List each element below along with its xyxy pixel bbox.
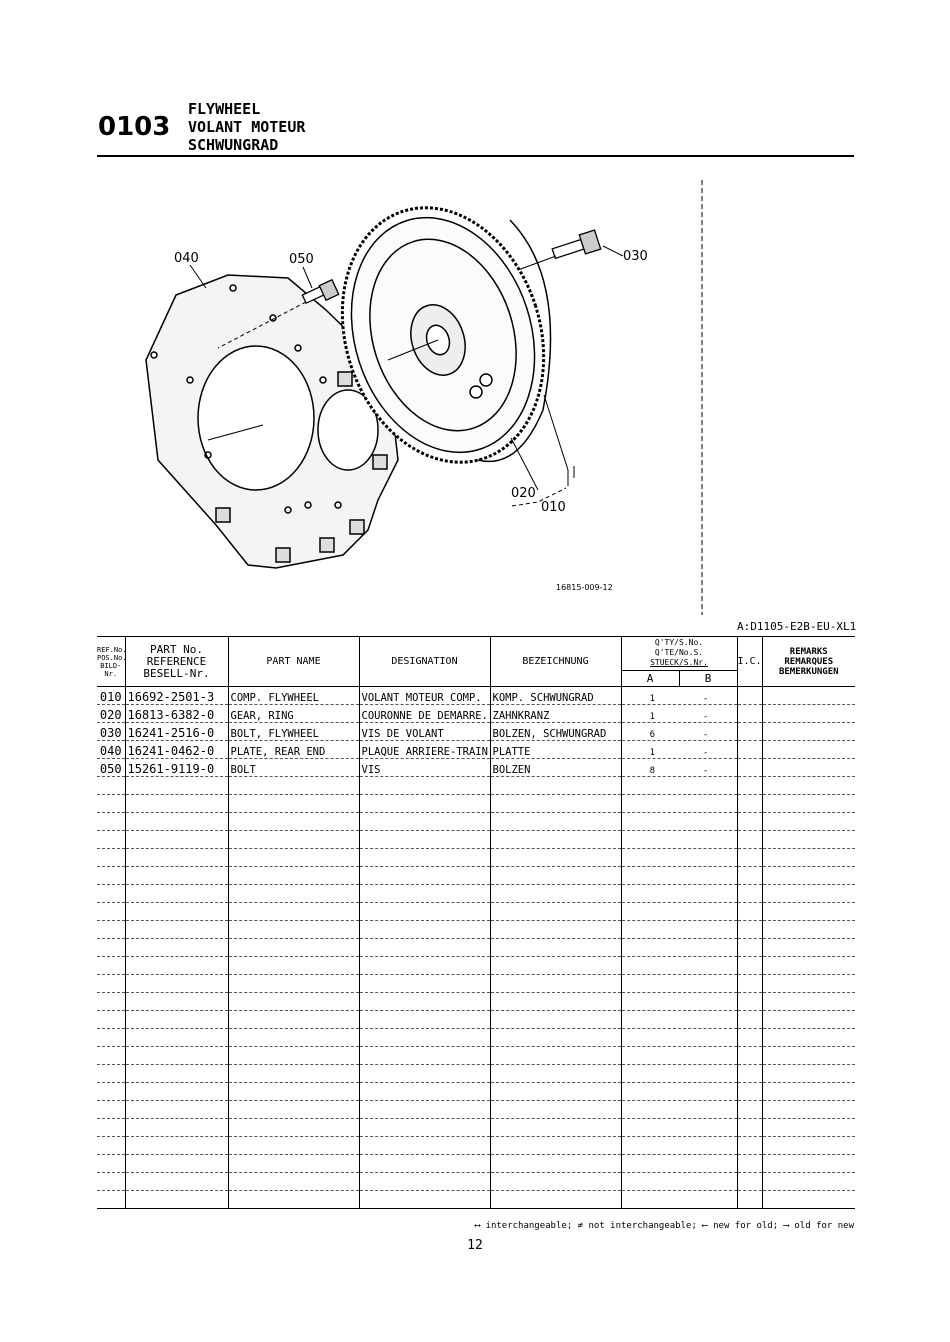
empty-cell xyxy=(762,849,855,867)
cell-bezeichnung: BOLZEN, SCHWUNGRAD xyxy=(490,723,621,741)
cell-bezeichnung: BOLZEN xyxy=(490,759,621,777)
empty-table-row xyxy=(97,957,855,975)
empty-cell xyxy=(125,1047,228,1065)
empty-cell xyxy=(737,795,762,813)
empty-cell xyxy=(737,921,762,939)
empty-cell xyxy=(359,813,490,831)
empty-cell xyxy=(125,957,228,975)
empty-cell xyxy=(359,1173,490,1191)
empty-cell xyxy=(228,1155,359,1173)
cell-qty: 1 - xyxy=(621,687,737,705)
empty-cell xyxy=(490,993,621,1011)
callout-020: 020 xyxy=(511,486,536,501)
empty-cell xyxy=(762,1083,855,1101)
empty-cell xyxy=(737,849,762,867)
empty-cell xyxy=(737,903,762,921)
empty-cell xyxy=(359,957,490,975)
header-part-name: PART NAME xyxy=(228,637,359,687)
empty-cell xyxy=(228,849,359,867)
cell-qty: 8 - xyxy=(621,759,737,777)
cell-qty: 6 - xyxy=(621,723,737,741)
empty-cell xyxy=(228,921,359,939)
empty-cell xyxy=(762,975,855,993)
table-row xyxy=(97,705,855,723)
empty-cell xyxy=(125,885,228,903)
empty-cell xyxy=(737,1083,762,1101)
empty-cell xyxy=(228,777,359,795)
cell-designation: PLAQUE ARRIERE-TRAIN xyxy=(359,741,490,759)
empty-cell xyxy=(228,867,359,885)
header-ref: REF.No. POS.No. BILD-Nr. xyxy=(97,645,127,678)
cell-ic xyxy=(737,687,762,705)
empty-cell xyxy=(490,1029,621,1047)
empty-cell xyxy=(228,1083,359,1101)
callout-050: 050 xyxy=(289,252,314,267)
empty-cell xyxy=(125,1029,228,1047)
empty-cell xyxy=(97,993,125,1011)
empty-cell xyxy=(97,777,125,795)
cell-remarks xyxy=(762,723,855,741)
empty-cell xyxy=(490,921,621,939)
empty-cell xyxy=(762,1191,855,1209)
empty-cell xyxy=(359,885,490,903)
empty-cell xyxy=(359,975,490,993)
drawing-number: 16815-009-12 xyxy=(556,583,613,592)
header-part-no: PART No. REFERENCE BESELL-Nr. xyxy=(125,637,228,687)
empty-cell xyxy=(621,1047,737,1065)
empty-cell xyxy=(762,1047,855,1065)
empty-cell xyxy=(359,993,490,1011)
empty-cell xyxy=(621,1191,737,1209)
section-number: 0103 xyxy=(98,112,171,142)
cell-part-no: 16813-6382-0 xyxy=(125,705,228,723)
empty-cell xyxy=(228,885,359,903)
empty-cell xyxy=(737,1155,762,1173)
empty-cell xyxy=(97,1191,125,1209)
empty-cell xyxy=(228,1101,359,1119)
empty-cell xyxy=(97,1047,125,1065)
empty-cell xyxy=(762,1155,855,1173)
title-rule xyxy=(97,155,854,157)
cell-ic xyxy=(737,705,762,723)
empty-cell xyxy=(621,867,737,885)
empty-table-row xyxy=(97,1101,855,1119)
empty-cell xyxy=(359,867,490,885)
callout-040: 040 xyxy=(174,251,199,266)
cell-part-name: BOLT, FLYWHEEL xyxy=(228,723,359,741)
empty-cell xyxy=(125,777,228,795)
cell-ref: 010 xyxy=(97,687,125,705)
empty-cell xyxy=(737,831,762,849)
empty-cell xyxy=(762,777,855,795)
empty-cell xyxy=(490,1083,621,1101)
cell-ic xyxy=(737,741,762,759)
header-qty-b: B xyxy=(704,672,712,685)
empty-cell xyxy=(228,813,359,831)
empty-cell xyxy=(737,777,762,795)
empty-cell xyxy=(762,795,855,813)
empty-cell xyxy=(762,1029,855,1047)
empty-table-row xyxy=(97,777,855,795)
bolt-050-drawing xyxy=(302,280,338,303)
empty-cell xyxy=(125,1065,228,1083)
empty-cell xyxy=(490,795,621,813)
empty-cell xyxy=(490,1119,621,1137)
bolt-030-drawing xyxy=(552,230,601,258)
empty-cell xyxy=(621,939,737,957)
empty-cell xyxy=(621,1083,737,1101)
empty-cell xyxy=(490,1155,621,1173)
empty-cell xyxy=(125,939,228,957)
empty-table-row xyxy=(97,1011,855,1029)
empty-cell xyxy=(97,849,125,867)
empty-cell xyxy=(762,903,855,921)
empty-cell xyxy=(490,903,621,921)
empty-cell xyxy=(490,1173,621,1191)
empty-cell xyxy=(359,903,490,921)
empty-table-row xyxy=(97,993,855,1011)
empty-cell xyxy=(621,831,737,849)
empty-cell xyxy=(97,813,125,831)
empty-cell xyxy=(621,849,737,867)
cell-part-name: GEAR, RING xyxy=(228,705,359,723)
empty-cell xyxy=(228,1191,359,1209)
empty-cell xyxy=(621,1101,737,1119)
empty-cell xyxy=(228,939,359,957)
empty-cell xyxy=(737,975,762,993)
empty-cell xyxy=(621,885,737,903)
header-ic: I.C. xyxy=(737,637,762,687)
empty-cell xyxy=(737,993,762,1011)
empty-cell xyxy=(737,939,762,957)
header-remarks: REMARKS REMARQUES BEMERKUNGEN xyxy=(762,637,855,687)
empty-table-row xyxy=(97,1119,855,1137)
empty-cell xyxy=(359,831,490,849)
empty-cell xyxy=(97,1029,125,1047)
empty-cell xyxy=(359,1101,490,1119)
empty-cell xyxy=(228,1011,359,1029)
table-row xyxy=(97,741,855,759)
empty-cell xyxy=(97,957,125,975)
empty-cell xyxy=(762,1065,855,1083)
empty-cell xyxy=(621,975,737,993)
empty-cell xyxy=(737,1173,762,1191)
empty-cell xyxy=(359,849,490,867)
empty-table-row xyxy=(97,813,855,831)
empty-cell xyxy=(97,1137,125,1155)
cell-part-name: PLATE, REAR END xyxy=(228,741,359,759)
empty-cell xyxy=(490,939,621,957)
empty-cell xyxy=(359,939,490,957)
empty-cell xyxy=(490,831,621,849)
empty-cell xyxy=(621,993,737,1011)
empty-cell xyxy=(125,1119,228,1137)
empty-cell xyxy=(762,1101,855,1119)
cell-remarks xyxy=(762,741,855,759)
empty-cell xyxy=(125,1083,228,1101)
cell-ref: 030 xyxy=(97,723,125,741)
empty-cell xyxy=(359,1119,490,1137)
empty-cell xyxy=(125,1173,228,1191)
empty-cell xyxy=(490,1101,621,1119)
empty-table-row xyxy=(97,1191,855,1209)
empty-cell xyxy=(125,813,228,831)
empty-cell xyxy=(762,939,855,957)
empty-cell xyxy=(359,777,490,795)
empty-cell xyxy=(228,1137,359,1155)
empty-cell xyxy=(490,1191,621,1209)
cell-bezeichnung: ZAHNKRANZ xyxy=(490,705,621,723)
empty-cell xyxy=(359,1155,490,1173)
empty-table-row xyxy=(97,1173,855,1191)
empty-cell xyxy=(359,921,490,939)
empty-cell xyxy=(490,813,621,831)
empty-cell xyxy=(97,1119,125,1137)
empty-cell xyxy=(737,957,762,975)
empty-cell xyxy=(228,1173,359,1191)
empty-cell xyxy=(228,1047,359,1065)
empty-cell xyxy=(125,1101,228,1119)
cell-part-no: 16241-2516-0 xyxy=(125,723,228,741)
empty-cell xyxy=(228,975,359,993)
empty-cell xyxy=(621,1029,737,1047)
parts-table-body xyxy=(97,687,855,1209)
empty-cell xyxy=(762,813,855,831)
empty-cell xyxy=(737,1101,762,1119)
empty-cell xyxy=(621,1119,737,1137)
empty-cell xyxy=(490,1137,621,1155)
empty-cell xyxy=(621,957,737,975)
cell-part-name: BOLT xyxy=(228,759,359,777)
empty-cell xyxy=(621,1065,737,1083)
empty-cell xyxy=(490,957,621,975)
empty-cell xyxy=(762,921,855,939)
cell-remarks xyxy=(762,759,855,777)
empty-cell xyxy=(125,1011,228,1029)
empty-cell xyxy=(125,867,228,885)
empty-cell xyxy=(97,795,125,813)
empty-cell xyxy=(762,867,855,885)
cell-ref: 050 xyxy=(97,759,125,777)
cell-part-no: 15261-9119-0 xyxy=(125,759,228,777)
empty-cell xyxy=(621,813,737,831)
empty-cell xyxy=(125,921,228,939)
empty-cell xyxy=(97,1101,125,1119)
cell-qty: 1 - xyxy=(621,705,737,723)
empty-cell xyxy=(621,1173,737,1191)
cell-designation: COURONNE DE DEMARRE. xyxy=(359,705,490,723)
empty-table-row xyxy=(97,975,855,993)
table-row xyxy=(97,687,855,705)
table-row xyxy=(97,759,855,777)
empty-cell xyxy=(97,1011,125,1029)
empty-cell xyxy=(97,1155,125,1173)
empty-cell xyxy=(490,1011,621,1029)
empty-cell xyxy=(490,849,621,867)
empty-cell xyxy=(737,1011,762,1029)
empty-cell xyxy=(228,1065,359,1083)
empty-cell xyxy=(621,921,737,939)
empty-cell xyxy=(737,885,762,903)
empty-cell xyxy=(125,849,228,867)
empty-table-row xyxy=(97,921,855,939)
empty-cell xyxy=(762,885,855,903)
callout-030: 030 xyxy=(623,249,648,264)
empty-cell xyxy=(490,867,621,885)
empty-table-row xyxy=(97,1047,855,1065)
section-titles xyxy=(188,100,305,154)
cell-remarks xyxy=(762,705,855,723)
empty-cell xyxy=(621,1155,737,1173)
empty-table-row xyxy=(97,795,855,813)
empty-cell xyxy=(97,975,125,993)
empty-cell xyxy=(762,1137,855,1155)
empty-cell xyxy=(97,1065,125,1083)
empty-cell xyxy=(737,813,762,831)
empty-cell xyxy=(621,1011,737,1029)
empty-cell xyxy=(97,867,125,885)
empty-cell xyxy=(490,885,621,903)
empty-cell xyxy=(125,1155,228,1173)
empty-cell xyxy=(490,777,621,795)
empty-cell xyxy=(125,993,228,1011)
empty-cell xyxy=(97,921,125,939)
cell-ref: 020 xyxy=(97,705,125,723)
title-french: VOLANT MOTEUR xyxy=(188,118,306,136)
empty-cell xyxy=(621,795,737,813)
interchangeability-legend: ⟷ interchangeable; ≠ not interchangeable; ⟵ new for old; ⟶ old for new xyxy=(474,1221,854,1231)
empty-table-row xyxy=(97,1137,855,1155)
empty-cell xyxy=(228,831,359,849)
empty-cell xyxy=(737,1029,762,1047)
empty-cell xyxy=(359,1191,490,1209)
empty-cell xyxy=(737,1191,762,1209)
empty-cell xyxy=(359,1065,490,1083)
empty-cell xyxy=(762,831,855,849)
empty-cell xyxy=(359,1011,490,1029)
empty-cell xyxy=(125,1191,228,1209)
cell-bezeichnung: PLATTE xyxy=(490,741,621,759)
empty-cell xyxy=(228,795,359,813)
empty-cell xyxy=(359,1137,490,1155)
cell-part-name: COMP. FLYWHEEL xyxy=(228,687,359,705)
empty-table-row xyxy=(97,1029,855,1047)
header-qty: Q'TY/S.No. Q'TE/No.S. STUECK/S.Nr. A B xyxy=(621,637,737,687)
table-header-row xyxy=(97,637,855,687)
empty-cell xyxy=(125,1137,228,1155)
empty-table-row xyxy=(97,867,855,885)
cell-remarks xyxy=(762,687,855,705)
cell-ic xyxy=(737,759,762,777)
cell-ref: 040 xyxy=(97,741,125,759)
empty-cell xyxy=(762,957,855,975)
cell-ic xyxy=(737,723,762,741)
empty-cell xyxy=(228,957,359,975)
flywheel-exploded-diagram xyxy=(98,170,858,625)
empty-cell xyxy=(125,975,228,993)
title-english: FLYWHEEL xyxy=(188,100,261,118)
empty-cell xyxy=(737,1047,762,1065)
empty-cell xyxy=(490,975,621,993)
empty-cell xyxy=(359,1083,490,1101)
empty-cell xyxy=(228,903,359,921)
empty-cell xyxy=(762,1119,855,1137)
table-row xyxy=(97,723,855,741)
empty-cell xyxy=(97,885,125,903)
empty-cell xyxy=(621,777,737,795)
empty-cell xyxy=(228,1029,359,1047)
empty-table-row xyxy=(97,885,855,903)
cell-designation: VIS DE VOLANT xyxy=(359,723,490,741)
callout-010: 010 xyxy=(541,500,566,515)
empty-table-row xyxy=(97,1155,855,1173)
empty-cell xyxy=(737,1137,762,1155)
empty-cell xyxy=(359,795,490,813)
empty-table-row xyxy=(97,849,855,867)
header-qty-a: A xyxy=(622,671,680,686)
cell-part-no: 16692-2501-3 xyxy=(125,687,228,705)
empty-cell xyxy=(125,903,228,921)
empty-cell xyxy=(762,1011,855,1029)
cell-part-no: 16241-0462-0 xyxy=(125,741,228,759)
cell-bezeichnung: KOMP. SCHWUNGRAD xyxy=(490,687,621,705)
empty-table-row xyxy=(97,1083,855,1101)
empty-table-row xyxy=(97,939,855,957)
empty-cell xyxy=(125,795,228,813)
cell-qty: 1 - xyxy=(621,741,737,759)
empty-cell xyxy=(125,831,228,849)
empty-table-row xyxy=(97,831,855,849)
title-german: SCHWUNGRAD xyxy=(188,136,279,154)
header-designation: DESIGNATION xyxy=(359,637,490,687)
parts-table xyxy=(97,636,855,1209)
empty-cell xyxy=(490,1047,621,1065)
empty-table-row xyxy=(97,903,855,921)
cell-designation: VIS xyxy=(359,759,490,777)
empty-cell xyxy=(359,1047,490,1065)
empty-cell xyxy=(228,993,359,1011)
empty-cell xyxy=(97,903,125,921)
empty-cell xyxy=(97,1083,125,1101)
empty-cell xyxy=(97,939,125,957)
cell-designation: VOLANT MOTEUR COMP. xyxy=(359,687,490,705)
header-bezeichnung: BEZEICHNUNG xyxy=(490,637,621,687)
empty-cell xyxy=(97,831,125,849)
empty-cell xyxy=(621,903,737,921)
empty-cell xyxy=(737,1065,762,1083)
empty-cell xyxy=(97,1173,125,1191)
page-number: 12 xyxy=(467,1238,483,1253)
empty-cell xyxy=(490,1065,621,1083)
empty-cell xyxy=(621,1137,737,1155)
empty-cell xyxy=(359,1029,490,1047)
empty-cell xyxy=(762,993,855,1011)
model-code: A:D1105-E2B-EU-XL1 xyxy=(737,620,857,633)
empty-cell xyxy=(228,1119,359,1137)
empty-table-row xyxy=(97,1065,855,1083)
empty-cell xyxy=(762,1173,855,1191)
empty-cell xyxy=(737,1119,762,1137)
empty-cell xyxy=(737,867,762,885)
